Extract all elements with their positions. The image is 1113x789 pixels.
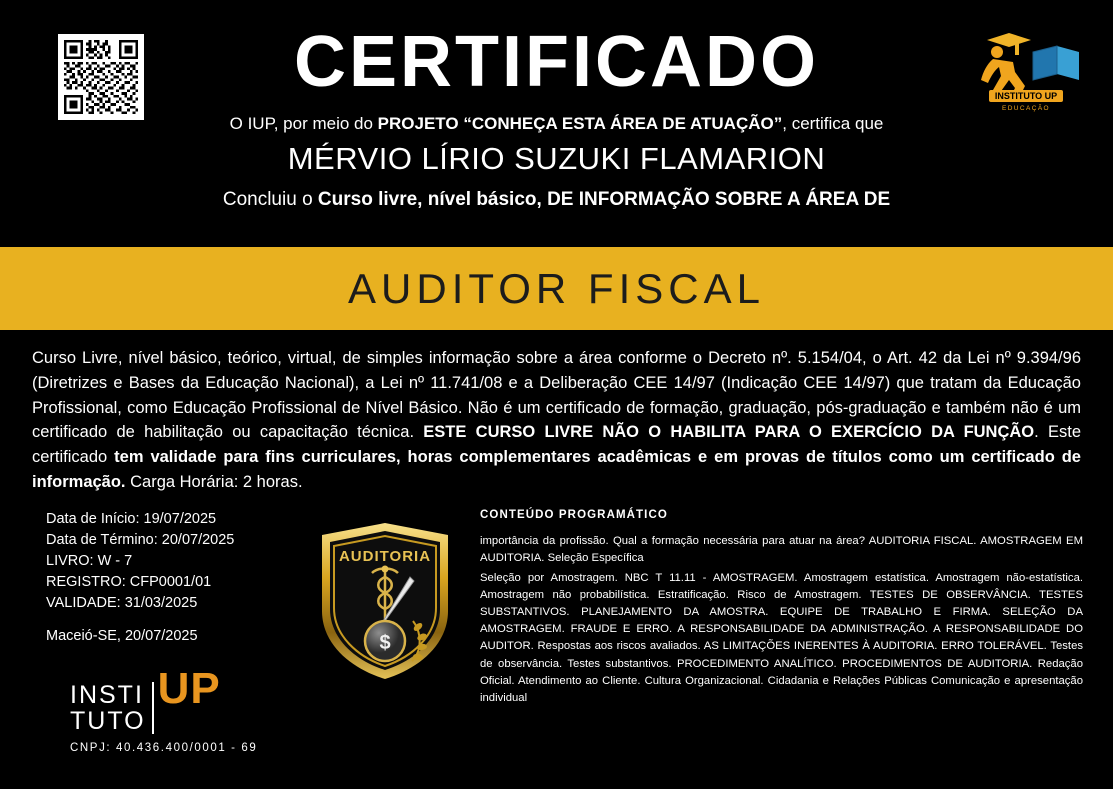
certificate-footer [0, 495, 1113, 755]
footer-emblem-column [300, 509, 470, 755]
course-bold: Curso livre, nível básico, DE INFORMAÇÃO SOBRE A ÁREA DE [317, 189, 891, 210]
course-pre: Concluiu o [222, 189, 318, 210]
validity-date: VALIDADE: 31/03/2025 [46, 594, 198, 611]
legal-part1: Curso Livre, nível básico, teórico, virtual, de simples informação sobre a área conforme o Decreto nº. 5.154/04, o Art. 42 da Lei nº 9.394/96 (Diretrizes e Bases da Educação Nacional), a Lei nº 11.741/08 e a Deliberação CEE 14/97 (Indicação CEE 14/97) que tratam da Educação Profissional, como Educação Profissional de Nível Básico. Não é um certificado de formação, graduação, pós-graduação e também não é um certificado de habilitação ou capacitação técnica. [32, 349, 1081, 442]
instituto-up-logo-icon [953, 28, 1083, 114]
certificate-title: CERTIFICADO [294, 22, 819, 102]
subtitle-project: PROJETO “CONHEÇA ESTA ÁREA DE ATUAÇÃO” [377, 114, 783, 133]
start-date: Data de Início: 19/07/2025 [46, 510, 217, 527]
svg-text:EDUCAÇÃO: EDUCAÇÃO [1001, 105, 1051, 112]
wordmark-line1: INSTI [70, 680, 144, 709]
auditoria-badge-icon [310, 519, 460, 684]
city-date: Maceió-SE, 20/07/2025 [46, 627, 198, 644]
legal-paragraph [0, 330, 1113, 495]
qr-code-icon [58, 34, 144, 120]
end-date: Data de Término: 20/07/2025 [46, 531, 235, 548]
book-number: LIVRO: W - 7 [46, 552, 133, 569]
certificate-header [0, 0, 1113, 247]
register-number: REGISTRO: CFP0001/01 [46, 573, 212, 590]
legal-part2: . Este certificado [32, 423, 1082, 466]
footer-content-column [470, 509, 1083, 755]
content-heading: CONTEÚDO PROGRAMÁTICO [480, 508, 668, 521]
legal-bold2: tem validade para fins curriculares, horas complementares acadêmicas e em provas de títulos como um certificado de informação. [32, 448, 1081, 491]
subtitle-pre: O IUP, por meio do [229, 114, 378, 133]
certificate-subtitle [0, 114, 1113, 134]
instituto-up-wordmark [30, 663, 300, 755]
registration-details [30, 509, 300, 647]
subtitle-post: , certifica que [782, 114, 884, 133]
content-body [480, 533, 1083, 708]
area-band [0, 247, 1113, 330]
legal-bold1: ESTE CURSO LIVRE NÃO O HABILITA PARA O EXERCÍCIO DA FUNÇÃO [423, 423, 1035, 442]
svg-text:$: $ [379, 631, 391, 654]
course-line [0, 189, 1113, 211]
wordmark-up: UP [157, 663, 221, 713]
emblem-label: AUDITORIA [338, 547, 432, 565]
area-title: AUDITOR FISCAL [348, 264, 765, 312]
svg-text:INSTITUTO UP: INSTITUTO UP [994, 91, 1058, 101]
cnpj-text: CNPJ: 40.436.400/0001 - 69 [70, 742, 258, 755]
content-paragraph: importância da profissão. Qual a formação necessária para atuar na área? AUDITORIA FISCAL. AMOSTRAGEM EM AUDITORIA. Seleção Específica [480, 534, 1083, 564]
content-paragraph: Seleção por Amostragem. NBC T 11.11 - AMOSTRAGEM. Amostragem estatística. Amostragem não-estatística. Amostragem não probabilística. Estratificação. Risco de Amostragem. TESTES DE OBSERVÂNCIA. TESTES SUBSTANTIVOS. PLANEJAMENTO DA AMOSTRA. EQUIPE DE TRABALHO E FIRMA. SELEÇÃO DA AMOSTRAGEM. FRAUDE E ERRO. A RESPONSABILIDADE DA ADMINISTRAÇÃO. A RESPONSABILIDADE DO AUDITOR. Respostas aos riscos avaliados. AS LIMITAÇÕES INERENTES À AUDITORIA. ERRO TOLERÁVEL. Testes de observância. Testes substantivos. PROCEDIMENTO ANALÍTICO. PROCEDIMENTOS DE AUDITORIA. Redação Oficial. Atendimento ao Cliente. Cultura Organizacional. Cidadania e Relações Públicas Comunicação e apresentação individual [480, 571, 1083, 704]
legal-part3: Carga Horária: 2 horas. [125, 472, 303, 491]
wordmark-instituto [70, 682, 154, 735]
footer-left-column [30, 509, 300, 755]
recipient-name: MÉRVIO LÍRIO SUZUKI FLAMARION [287, 141, 826, 176]
wordmark-line2: TUTO [70, 706, 146, 735]
